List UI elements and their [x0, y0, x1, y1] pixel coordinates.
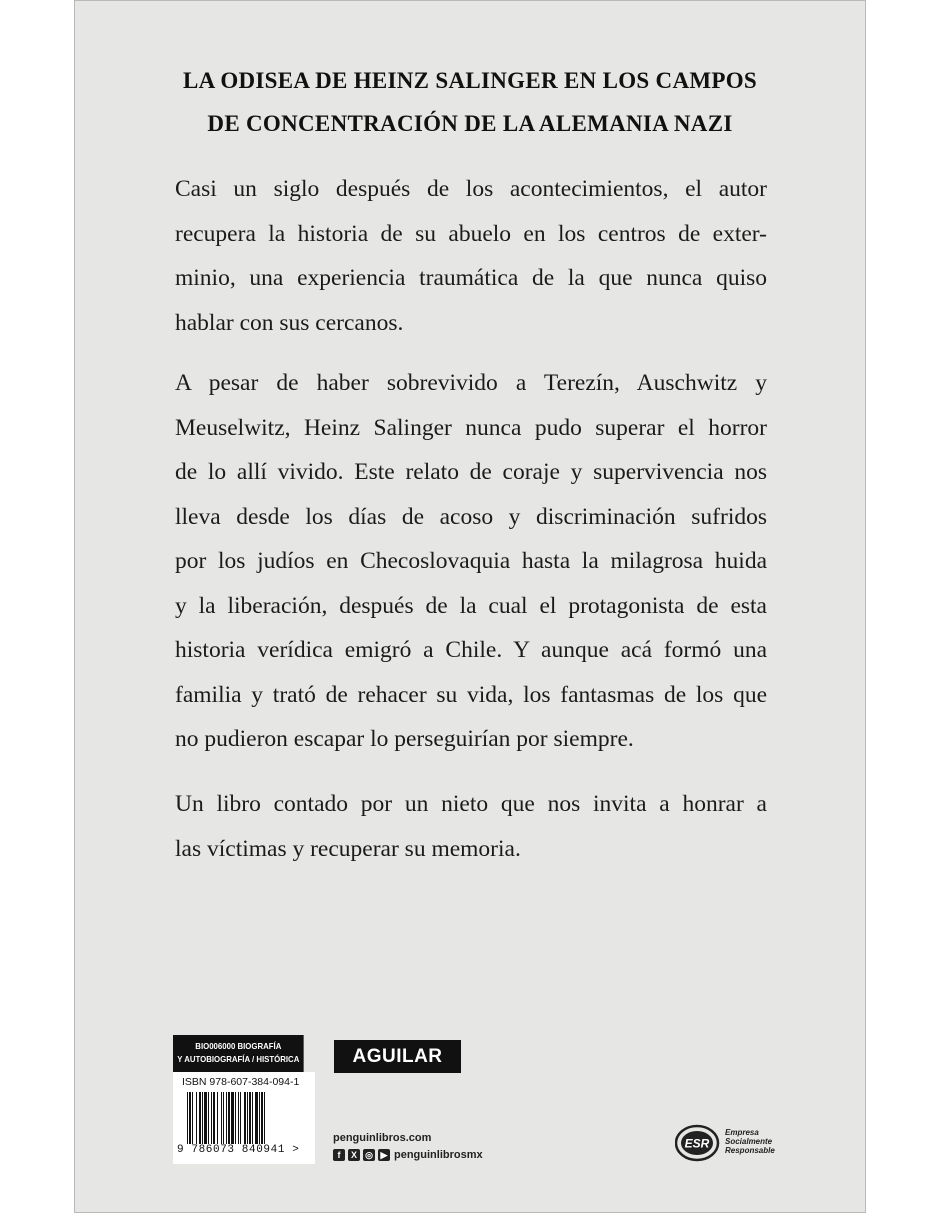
website-link[interactable]: penguinlibros.com: [333, 1132, 432, 1144]
paragraph-line: historia verídica emigró a Chile. Y aunque acá formó una: [175, 637, 767, 663]
youtube-icon[interactable]: ▶: [378, 1149, 390, 1161]
esr-logo-icon: [675, 1123, 723, 1163]
paragraph-line: Un libro contado por un nieto que nos invita a honrar a: [175, 791, 767, 817]
social-handle[interactable]: penguinlibrosmx: [394, 1149, 483, 1161]
barcode-digits: 9 786073 840941 >: [177, 1144, 300, 1156]
paragraph-line: hablar con sus cercanos.: [175, 309, 404, 336]
paragraph-line: minio, una experiencia traumática de la que nunca quiso: [175, 265, 767, 291]
publisher-logo: AGUILAR: [334, 1040, 461, 1073]
back-cover: [74, 0, 866, 1213]
paragraph-line: familia y trató de rehacer su vida, los fantasmas de los que: [175, 681, 767, 708]
paragraph-line: A pesar de haber sobrevivido a Terezín, Auschwitz y: [175, 370, 767, 396]
esr-label: [725, 1128, 775, 1155]
isbn-label: ISBN 978-607-384-094-1: [182, 1076, 300, 1088]
facebook-icon[interactable]: f: [333, 1149, 345, 1161]
paragraph-2: [175, 361, 767, 762]
paragraph-3: [175, 782, 767, 871]
headline-line-1: LA ODISEA DE HEINZ SALINGER EN LOS CAMPOS: [182, 68, 757, 93]
barcode-icon: [187, 1092, 301, 1144]
paragraph-line: de lo allí vivido. Este relato de coraje y supervivencia nos: [175, 459, 767, 485]
esr-line: Responsable: [725, 1146, 775, 1155]
x-icon[interactable]: X: [348, 1149, 360, 1161]
barcode-panel: [173, 1072, 315, 1164]
paragraph-line: recupera la historia de su abuelo en los centros de exter-: [175, 220, 767, 247]
esr-logo-text: ESR: [684, 1136, 710, 1151]
social-links: [333, 1149, 483, 1161]
instagram-icon[interactable]: ◎: [363, 1149, 375, 1161]
paragraph-line: Casi un siglo después de los acontecimientos, el autor: [175, 176, 767, 202]
bisac-category-label: [173, 1035, 304, 1072]
paragraph-1: [175, 167, 767, 345]
bisac-line-2: Y AUTOBIOGRAFÍA / HISTÓRICA: [177, 1054, 300, 1064]
paragraph-line: no pudieron escapar lo perseguirían por siempre.: [175, 726, 634, 752]
paragraph-line: por los judíos en Checoslovaquia hasta la milagrosa huida: [175, 548, 767, 574]
bisac-line-1: BIO006000 BIOGRAFÍA: [195, 1041, 282, 1051]
headline-line-2: DE CONCENTRACIÓN DE LA ALEMANIA NAZI: [207, 111, 733, 136]
paragraph-line: las víctimas y recuperar su memoria.: [175, 835, 521, 862]
esr-line: Socialmente: [725, 1137, 773, 1146]
paragraph-line: Meuselwitz, Heinz Salinger nunca pudo superar el horror: [175, 414, 767, 441]
paragraph-line: y la liberación, después de la cual el protagonista de esta: [175, 592, 767, 619]
paragraph-line: lleva desde los días de acoso y discriminación sufridos: [175, 503, 767, 530]
esr-line: Empresa: [725, 1128, 759, 1137]
